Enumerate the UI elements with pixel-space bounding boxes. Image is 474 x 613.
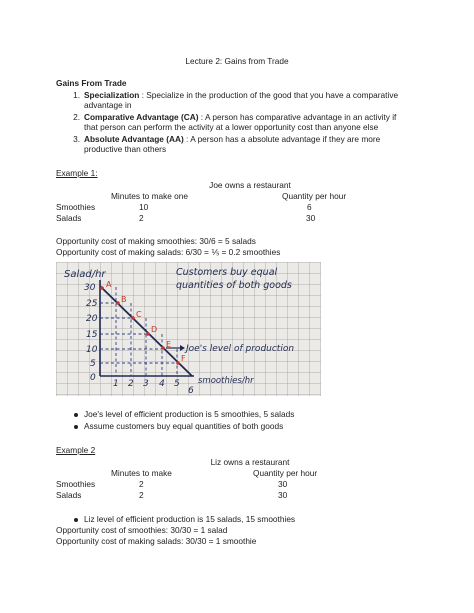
example2-label: Example 2 <box>56 445 96 455</box>
definition-continuation: productive than others <box>84 144 167 154</box>
definition-text: : A person has comparative advantage in an activity if <box>198 112 397 122</box>
table-cell-minutes: 10 <box>139 202 149 212</box>
y-tick: 5 <box>90 359 96 369</box>
bullet-dot <box>74 425 78 429</box>
y-tick: 30 <box>84 283 96 293</box>
column-header-quantity: Quantity per hour <box>282 191 347 201</box>
opportunity-cost-salads: Opportunity cost of making salads: 6/30 = ⅕ = 0.2 smoothies <box>56 247 281 257</box>
x-tick: 5 <box>174 379 180 389</box>
table-cell-minutes: 2 <box>139 490 144 500</box>
point-label: A <box>106 280 112 289</box>
table-row-item: Salads <box>56 490 82 500</box>
definition-number: 2. <box>73 112 80 122</box>
table-cell-minutes: 2 <box>139 479 144 489</box>
dashed-guides <box>100 287 177 376</box>
arrow-head <box>180 345 185 351</box>
bullet-dot <box>74 413 78 417</box>
table-row-item: Salads <box>56 213 82 223</box>
point-label: B <box>121 295 127 304</box>
table-cell-quantity: 6 <box>307 202 312 212</box>
bullet-dot <box>74 518 78 522</box>
point-label: C <box>136 310 142 319</box>
column-header-minutes: Minutes to make <box>111 468 172 478</box>
y-tick: 20 <box>86 314 98 324</box>
whiteboard-note: Customers buy equal quantities of both goods <box>176 267 292 291</box>
table-cell-quantity: 30 <box>278 479 288 489</box>
y-tick-labels <box>84 283 98 383</box>
definition-number: 3. <box>73 134 80 144</box>
definition-text: : Specialize in the production of the good that you have a comparative <box>139 90 399 100</box>
ppf-sketch <box>56 262 321 396</box>
table-cell-quantity: 30 <box>306 213 316 223</box>
definition-term: Absolute Advantage (AA) <box>84 134 184 144</box>
definition-number: 1. <box>73 90 80 100</box>
definition-continuation: advantage in <box>84 100 132 110</box>
x-tick: 1 <box>113 379 119 389</box>
opportunity-cost-smoothies: Opportunity cost of smoothies: 30/30 = 1 salad <box>56 525 228 535</box>
arrow-note: Joe's level of production <box>186 344 295 354</box>
example2-caption: Liz owns a restaurant <box>210 457 290 467</box>
x-tick: 3 <box>143 379 149 389</box>
y-tick: 10 <box>86 345 98 355</box>
x-tick: 6 <box>188 386 194 396</box>
point-labels <box>106 280 186 363</box>
y-tick: 25 <box>86 299 98 309</box>
section-heading: Gains From Trade <box>56 78 127 88</box>
bullet-text: Assume customers buy equal quantities of both goods <box>84 421 284 431</box>
x-tick-labels <box>113 379 194 396</box>
x-tick: 4 <box>159 379 165 389</box>
whiteboard-photo <box>56 262 321 396</box>
table-cell-quantity: 30 <box>278 490 288 500</box>
column-header-minutes: Minutes to make one <box>111 191 189 201</box>
definition-continuation: that person can perform the activity at a lower opportunity cost than anyone else <box>84 122 379 132</box>
point-label: E <box>166 340 172 349</box>
table-row-item: Smoothies <box>56 479 96 489</box>
x-tick: 2 <box>128 379 134 389</box>
table-cell-minutes: 2 <box>139 213 144 223</box>
definition-term: Comparative Advantage (CA) <box>84 112 199 122</box>
point-label: F <box>181 354 186 363</box>
example1-label: Example 1: <box>56 168 98 178</box>
opportunity-cost-smoothies: Opportunity cost of making smoothies: 30/6 = 5 salads <box>56 236 256 246</box>
page-title: Lecture 2: Gains from Trade <box>185 56 289 66</box>
table-row-item: Smoothies <box>56 202 96 212</box>
x-axis-label: smoothies/hr <box>198 376 254 386</box>
bullet-text: Joe's level of efficient production is 5 smoothies, 5 salads <box>84 409 295 419</box>
definition-text: : A person has a absolute advantage if they are more <box>183 134 381 144</box>
definition-term: Specialization <box>84 90 140 100</box>
y-tick: 0 <box>90 373 96 383</box>
example1-caption: Joe owns a restaurant <box>209 180 291 190</box>
y-tick: 15 <box>86 330 98 340</box>
column-header-quantity: Quantity per hour <box>253 468 318 478</box>
point-label: D <box>151 325 158 334</box>
opportunity-cost-salads: Opportunity cost of making salads: 30/30 = 1 smoothie <box>56 536 257 546</box>
y-axis-label: Salad/hr <box>64 269 106 280</box>
bullet-text: Liz level of efficient production is 15 salads, 15 smoothies <box>84 514 296 524</box>
